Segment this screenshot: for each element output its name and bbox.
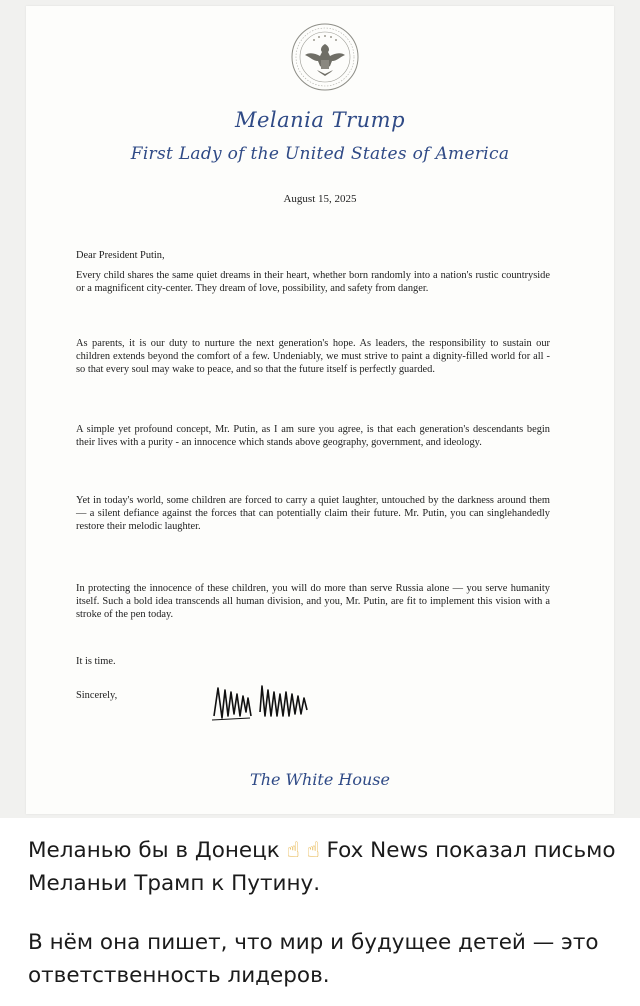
letter-date: August 15, 2025 (283, 193, 357, 205)
letter-salutation: Dear President Putin, (76, 250, 165, 261)
post-caption-line1 (28, 834, 618, 900)
letterhead-title: First Lady of the United States of America (130, 144, 510, 164)
letter-paragraph: Every child shares the same quiet dreams in their heart, whether born randomly into a nation's rustic countryside or a magnificent city-center. They dream of love, possibility, and safety from danger. (76, 270, 550, 294)
handwritten-signature (210, 676, 330, 728)
caption-text-start: Меланью бы в Донецк (28, 838, 280, 863)
pointing-up-icon: ☝ (306, 838, 320, 863)
letter-closing-line: It is time. (76, 656, 116, 667)
letter-footer: The White House (250, 770, 390, 789)
letter-paragraph: As parents, it is our duty to nurture the next generation's hope. As leaders, the responsibility to sustain our children extends beyond the comfort of a few. Undeniably, we must strive to paint a dignity-filled world for all - so that every soul may wake to peace, and so that the future itself is perfectly guarded. (76, 338, 550, 375)
letter-paragraph: Yet in today's world, some children are forced to carry a quiet laughter, untouched by the darkness around them — a silent defiance against the forces that can potentially claim their future. Mr. Putin, you can singlehandedly restore their melodic laughter. (76, 495, 550, 532)
letter-paragraph: In protecting the innocence of these children, you will do more than serve Russia alone — you serve humanity itself. Such a bold idea transcends all human division, and you, Mr. Putin, are fit to implement this vision with a stroke of the pen today. (76, 583, 550, 620)
presidential-seal-icon (290, 22, 360, 92)
pointing-up-icon: ☝ (286, 838, 300, 863)
post-caption-line2: В нём она пишет, что мир и будущее детей — это ответственность лидеров. (28, 930, 599, 988)
letter-paragraph: A simple yet profound concept, Mr. Putin, as I am sure you agree, is that each generation's descendants begin their lives with a purity - an innocence which stands above geography, government, and ideology. (76, 424, 550, 448)
letter-signoff: Sincerely, (76, 690, 118, 701)
caption-text-end: Fox News показал письмо Меланьи Трамп к Путину. (28, 838, 616, 896)
letterhead-name: Melania Trump (234, 108, 406, 132)
